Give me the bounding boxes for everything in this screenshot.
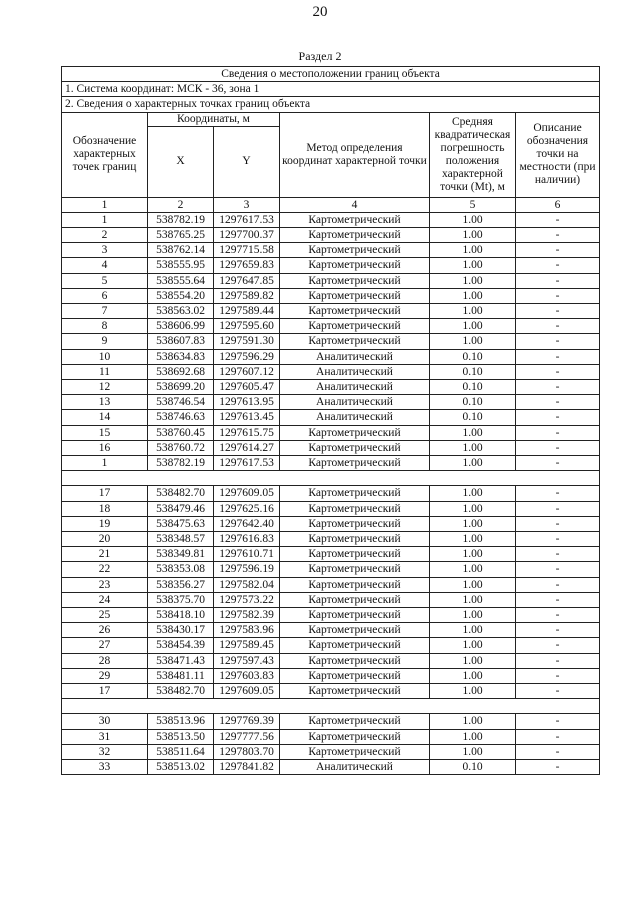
method-cell: Картометрический bbox=[280, 577, 430, 592]
description-cell: - bbox=[516, 653, 600, 668]
point-id-cell: 12 bbox=[62, 380, 148, 395]
error-cell: 0.10 bbox=[430, 380, 516, 395]
x-cell: 538454.39 bbox=[148, 638, 214, 653]
error-cell: 1.00 bbox=[430, 547, 516, 562]
error-cell: 1.00 bbox=[430, 486, 516, 501]
y-cell: 1297582.39 bbox=[214, 608, 280, 623]
table-row bbox=[62, 638, 600, 653]
error-cell: 1.00 bbox=[430, 668, 516, 683]
x-cell: 538430.17 bbox=[148, 623, 214, 638]
point-id-cell: 25 bbox=[62, 608, 148, 623]
table-row bbox=[62, 258, 600, 273]
description-cell: - bbox=[516, 440, 600, 455]
point-id-cell: 1 bbox=[62, 212, 148, 227]
table-row bbox=[62, 608, 600, 623]
header-error: Средняя квадратическая погрешность положения характерной точки (Mt), м bbox=[430, 112, 516, 197]
x-cell: 538699.20 bbox=[148, 380, 214, 395]
point-id-cell: 8 bbox=[62, 319, 148, 334]
point-id-cell: 6 bbox=[62, 288, 148, 303]
y-cell: 1297597.43 bbox=[214, 653, 280, 668]
error-cell: 1.00 bbox=[430, 243, 516, 258]
point-id-cell: 10 bbox=[62, 349, 148, 364]
table-row bbox=[62, 349, 600, 364]
description-cell: - bbox=[516, 380, 600, 395]
point-id-cell: 31 bbox=[62, 729, 148, 744]
column-number: 6 bbox=[516, 197, 600, 212]
table-row bbox=[62, 729, 600, 744]
table-row bbox=[62, 684, 600, 699]
method-cell: Аналитический bbox=[280, 760, 430, 775]
x-cell: 538475.63 bbox=[148, 516, 214, 531]
header-x: X bbox=[148, 126, 214, 197]
error-cell: 1.00 bbox=[430, 623, 516, 638]
y-cell: 1297615.75 bbox=[214, 425, 280, 440]
y-cell: 1297700.37 bbox=[214, 228, 280, 243]
method-cell: Картометрический bbox=[280, 592, 430, 607]
x-cell: 538555.64 bbox=[148, 273, 214, 288]
x-cell: 538607.83 bbox=[148, 334, 214, 349]
method-cell: Аналитический bbox=[280, 364, 430, 379]
table-row bbox=[62, 714, 600, 729]
description-cell: - bbox=[516, 608, 600, 623]
description-cell: - bbox=[516, 516, 600, 531]
method-cell: Картометрический bbox=[280, 486, 430, 501]
table-row bbox=[62, 577, 600, 592]
table-row bbox=[62, 395, 600, 410]
x-cell: 538634.83 bbox=[148, 349, 214, 364]
error-cell: 1.00 bbox=[430, 744, 516, 759]
page-number: 20 bbox=[312, 4, 328, 20]
x-cell: 538482.70 bbox=[148, 486, 214, 501]
table-row bbox=[62, 288, 600, 303]
point-id-cell: 22 bbox=[62, 562, 148, 577]
error-cell: 1.00 bbox=[430, 258, 516, 273]
x-cell: 538692.68 bbox=[148, 364, 214, 379]
y-cell: 1297596.29 bbox=[214, 349, 280, 364]
x-cell: 538479.46 bbox=[148, 501, 214, 516]
description-cell: - bbox=[516, 364, 600, 379]
description-cell: - bbox=[516, 319, 600, 334]
table-row bbox=[62, 425, 600, 440]
point-id-cell: 11 bbox=[62, 364, 148, 379]
y-cell: 1297803.70 bbox=[214, 744, 280, 759]
x-cell: 538554.20 bbox=[148, 288, 214, 303]
description-cell: - bbox=[516, 714, 600, 729]
method-cell: Аналитический bbox=[280, 349, 430, 364]
point-id-cell: 19 bbox=[62, 516, 148, 531]
method-cell: Картометрический bbox=[280, 288, 430, 303]
x-cell: 538760.45 bbox=[148, 425, 214, 440]
y-cell: 1297596.19 bbox=[214, 562, 280, 577]
point-id-cell: 28 bbox=[62, 653, 148, 668]
point-id-cell: 20 bbox=[62, 532, 148, 547]
y-cell: 1297613.95 bbox=[214, 395, 280, 410]
y-cell: 1297609.05 bbox=[214, 486, 280, 501]
x-cell: 538348.57 bbox=[148, 532, 214, 547]
description-cell: - bbox=[516, 501, 600, 516]
y-cell: 1297647.85 bbox=[214, 273, 280, 288]
column-number-row bbox=[62, 197, 600, 212]
x-cell: 538471.43 bbox=[148, 653, 214, 668]
error-cell: 1.00 bbox=[430, 212, 516, 227]
point-id-cell: 23 bbox=[62, 577, 148, 592]
error-cell: 1.00 bbox=[430, 456, 516, 471]
point-id-cell: 13 bbox=[62, 395, 148, 410]
y-cell: 1297659.83 bbox=[214, 258, 280, 273]
header-y: Y bbox=[214, 126, 280, 197]
description-cell: - bbox=[516, 623, 600, 638]
x-cell: 538481.11 bbox=[148, 668, 214, 683]
method-cell: Картометрический bbox=[280, 668, 430, 683]
y-cell: 1297573.22 bbox=[214, 592, 280, 607]
point-id-cell: 26 bbox=[62, 623, 148, 638]
point-id-cell: 4 bbox=[62, 258, 148, 273]
y-cell: 1297617.53 bbox=[214, 456, 280, 471]
table-row bbox=[62, 410, 600, 425]
description-cell: - bbox=[516, 212, 600, 227]
y-cell: 1297595.60 bbox=[214, 319, 280, 334]
y-cell: 1297589.82 bbox=[214, 288, 280, 303]
header-description: Описание обозначения точки на местности (при наличии) bbox=[516, 112, 600, 197]
table-row bbox=[62, 547, 600, 562]
description-cell: - bbox=[516, 410, 600, 425]
description-cell: - bbox=[516, 547, 600, 562]
y-cell: 1297841.82 bbox=[214, 760, 280, 775]
table-row bbox=[62, 623, 600, 638]
table-row bbox=[62, 516, 600, 531]
column-number: 3 bbox=[214, 197, 280, 212]
description-cell: - bbox=[516, 456, 600, 471]
table-row bbox=[62, 273, 600, 288]
x-cell: 538782.19 bbox=[148, 456, 214, 471]
error-cell: 0.10 bbox=[430, 349, 516, 364]
table-row bbox=[62, 501, 600, 516]
group-separator-row bbox=[62, 699, 600, 714]
column-number: 1 bbox=[62, 197, 148, 212]
error-cell: 1.00 bbox=[430, 334, 516, 349]
description-cell: - bbox=[516, 592, 600, 607]
description-cell: - bbox=[516, 334, 600, 349]
x-cell: 538765.25 bbox=[148, 228, 214, 243]
table-row bbox=[62, 380, 600, 395]
description-cell: - bbox=[516, 668, 600, 683]
error-cell: 0.10 bbox=[430, 410, 516, 425]
method-cell: Картометрический bbox=[280, 440, 430, 455]
y-cell: 1297609.05 bbox=[214, 684, 280, 699]
error-cell: 1.00 bbox=[430, 684, 516, 699]
table-row bbox=[62, 760, 600, 775]
description-cell: - bbox=[516, 288, 600, 303]
method-cell: Аналитический bbox=[280, 410, 430, 425]
error-cell: 1.00 bbox=[430, 288, 516, 303]
header-coords: Координаты, м bbox=[148, 112, 280, 126]
method-cell: Картометрический bbox=[280, 684, 430, 699]
header-method: Метод определения координат характерной точки bbox=[280, 112, 430, 197]
x-cell: 538513.96 bbox=[148, 714, 214, 729]
table-row bbox=[62, 653, 600, 668]
method-cell: Картометрический bbox=[280, 532, 430, 547]
method-cell: Картометрический bbox=[280, 304, 430, 319]
method-cell: Картометрический bbox=[280, 638, 430, 653]
method-cell: Картометрический bbox=[280, 547, 430, 562]
description-cell: - bbox=[516, 395, 600, 410]
point-id-cell: 1 bbox=[62, 456, 148, 471]
table-row bbox=[62, 334, 600, 349]
method-cell: Картометрический bbox=[280, 212, 430, 227]
table-row bbox=[62, 364, 600, 379]
error-cell: 1.00 bbox=[430, 729, 516, 744]
x-cell: 538418.10 bbox=[148, 608, 214, 623]
y-cell: 1297613.45 bbox=[214, 410, 280, 425]
method-cell: Аналитический bbox=[280, 395, 430, 410]
error-cell: 1.00 bbox=[430, 273, 516, 288]
x-cell: 538353.08 bbox=[148, 562, 214, 577]
description-cell: - bbox=[516, 425, 600, 440]
error-cell: 1.00 bbox=[430, 501, 516, 516]
method-cell: Картометрический bbox=[280, 273, 430, 288]
y-cell: 1297616.83 bbox=[214, 532, 280, 547]
y-cell: 1297605.47 bbox=[214, 380, 280, 395]
method-cell: Картометрический bbox=[280, 562, 430, 577]
x-cell: 538746.63 bbox=[148, 410, 214, 425]
error-cell: 1.00 bbox=[430, 592, 516, 607]
method-cell: Картометрический bbox=[280, 334, 430, 349]
y-cell: 1297715.58 bbox=[214, 243, 280, 258]
point-id-cell: 14 bbox=[62, 410, 148, 425]
table-row bbox=[62, 532, 600, 547]
error-cell: 1.00 bbox=[430, 304, 516, 319]
y-cell: 1297582.04 bbox=[214, 577, 280, 592]
description-cell: - bbox=[516, 228, 600, 243]
y-cell: 1297589.44 bbox=[214, 304, 280, 319]
y-cell: 1297625.16 bbox=[214, 501, 280, 516]
y-cell: 1297769.39 bbox=[214, 714, 280, 729]
group-separator-row bbox=[62, 471, 600, 486]
point-id-cell: 33 bbox=[62, 760, 148, 775]
error-cell: 1.00 bbox=[430, 562, 516, 577]
description-cell: - bbox=[516, 273, 600, 288]
method-cell: Картометрический bbox=[280, 425, 430, 440]
table-row bbox=[62, 304, 600, 319]
y-cell: 1297610.71 bbox=[214, 547, 280, 562]
description-cell: - bbox=[516, 243, 600, 258]
table-row bbox=[62, 440, 600, 455]
header-point: Обозначение характерных точек границ bbox=[62, 112, 148, 197]
method-cell: Картометрический bbox=[280, 319, 430, 334]
table-title: Сведения о местоположении границ объекта bbox=[62, 67, 600, 82]
description-cell: - bbox=[516, 562, 600, 577]
y-cell: 1297603.83 bbox=[214, 668, 280, 683]
y-cell: 1297617.53 bbox=[214, 212, 280, 227]
boundary-points-table bbox=[61, 66, 600, 775]
error-cell: 1.00 bbox=[430, 228, 516, 243]
error-cell: 1.00 bbox=[430, 319, 516, 334]
error-cell: 1.00 bbox=[430, 608, 516, 623]
method-cell: Картометрический bbox=[280, 501, 430, 516]
method-cell: Картометрический bbox=[280, 623, 430, 638]
x-cell: 538746.54 bbox=[148, 395, 214, 410]
table-row bbox=[62, 592, 600, 607]
description-cell: - bbox=[516, 532, 600, 547]
point-id-cell: 21 bbox=[62, 547, 148, 562]
description-cell: - bbox=[516, 684, 600, 699]
column-number: 4 bbox=[280, 197, 430, 212]
x-cell: 538349.81 bbox=[148, 547, 214, 562]
table-row bbox=[62, 243, 600, 258]
error-cell: 1.00 bbox=[430, 425, 516, 440]
description-cell: - bbox=[516, 304, 600, 319]
error-cell: 1.00 bbox=[430, 532, 516, 547]
x-cell: 538356.27 bbox=[148, 577, 214, 592]
table-row bbox=[62, 319, 600, 334]
table-row bbox=[62, 562, 600, 577]
description-cell: - bbox=[516, 744, 600, 759]
error-cell: 1.00 bbox=[430, 440, 516, 455]
y-cell: 1297777.56 bbox=[214, 729, 280, 744]
method-cell: Картометрический bbox=[280, 744, 430, 759]
column-number: 2 bbox=[148, 197, 214, 212]
x-cell: 538511.64 bbox=[148, 744, 214, 759]
method-cell: Картометрический bbox=[280, 516, 430, 531]
point-id-cell: 30 bbox=[62, 714, 148, 729]
point-id-cell: 17 bbox=[62, 486, 148, 501]
method-cell: Картометрический bbox=[280, 228, 430, 243]
point-id-cell: 7 bbox=[62, 304, 148, 319]
x-cell: 538555.95 bbox=[148, 258, 214, 273]
point-id-cell: 3 bbox=[62, 243, 148, 258]
column-number: 5 bbox=[430, 197, 516, 212]
point-id-cell: 2 bbox=[62, 228, 148, 243]
y-cell: 1297642.40 bbox=[214, 516, 280, 531]
y-cell: 1297583.96 bbox=[214, 623, 280, 638]
table-row bbox=[62, 456, 600, 471]
table-row bbox=[62, 486, 600, 501]
error-cell: 0.10 bbox=[430, 760, 516, 775]
section-title: Раздел 2 bbox=[298, 49, 342, 63]
description-cell: - bbox=[516, 486, 600, 501]
y-cell: 1297589.45 bbox=[214, 638, 280, 653]
point-id-cell: 18 bbox=[62, 501, 148, 516]
point-id-cell: 32 bbox=[62, 744, 148, 759]
error-cell: 0.10 bbox=[430, 364, 516, 379]
point-id-cell: 27 bbox=[62, 638, 148, 653]
error-cell: 1.00 bbox=[430, 638, 516, 653]
table-row bbox=[62, 744, 600, 759]
description-cell: - bbox=[516, 349, 600, 364]
y-cell: 1297607.12 bbox=[214, 364, 280, 379]
description-cell: - bbox=[516, 729, 600, 744]
table-row bbox=[62, 212, 600, 227]
x-cell: 538762.14 bbox=[148, 243, 214, 258]
description-cell: - bbox=[516, 258, 600, 273]
method-cell: Картометрический bbox=[280, 714, 430, 729]
points-title: 2. Сведения о характерных точках границ объекта bbox=[62, 97, 600, 112]
y-cell: 1297591.30 bbox=[214, 334, 280, 349]
method-cell: Картометрический bbox=[280, 243, 430, 258]
method-cell: Картометрический bbox=[280, 456, 430, 471]
point-id-cell: 16 bbox=[62, 440, 148, 455]
method-cell: Картометрический bbox=[280, 653, 430, 668]
error-cell: 1.00 bbox=[430, 653, 516, 668]
method-cell: Картометрический bbox=[280, 258, 430, 273]
description-cell: - bbox=[516, 638, 600, 653]
x-cell: 538482.70 bbox=[148, 684, 214, 699]
point-id-cell: 29 bbox=[62, 668, 148, 683]
point-id-cell: 17 bbox=[62, 684, 148, 699]
x-cell: 538606.99 bbox=[148, 319, 214, 334]
description-cell: - bbox=[516, 760, 600, 775]
x-cell: 538513.02 bbox=[148, 760, 214, 775]
error-cell: 1.00 bbox=[430, 516, 516, 531]
point-id-cell: 15 bbox=[62, 425, 148, 440]
point-id-cell: 9 bbox=[62, 334, 148, 349]
point-id-cell: 24 bbox=[62, 592, 148, 607]
point-id-cell: 5 bbox=[62, 273, 148, 288]
error-cell: 1.00 bbox=[430, 714, 516, 729]
table-row bbox=[62, 668, 600, 683]
method-cell: Картометрический bbox=[280, 729, 430, 744]
y-cell: 1297614.27 bbox=[214, 440, 280, 455]
table-row bbox=[62, 228, 600, 243]
error-cell: 0.10 bbox=[430, 395, 516, 410]
method-cell: Картометрический bbox=[280, 608, 430, 623]
coord-system: 1. Система координат: МСК - 36, зона 1 bbox=[62, 82, 600, 97]
x-cell: 538563.02 bbox=[148, 304, 214, 319]
x-cell: 538375.70 bbox=[148, 592, 214, 607]
error-cell: 1.00 bbox=[430, 577, 516, 592]
x-cell: 538782.19 bbox=[148, 212, 214, 227]
x-cell: 538760.72 bbox=[148, 440, 214, 455]
x-cell: 538513.50 bbox=[148, 729, 214, 744]
method-cell: Аналитический bbox=[280, 380, 430, 395]
description-cell: - bbox=[516, 577, 600, 592]
